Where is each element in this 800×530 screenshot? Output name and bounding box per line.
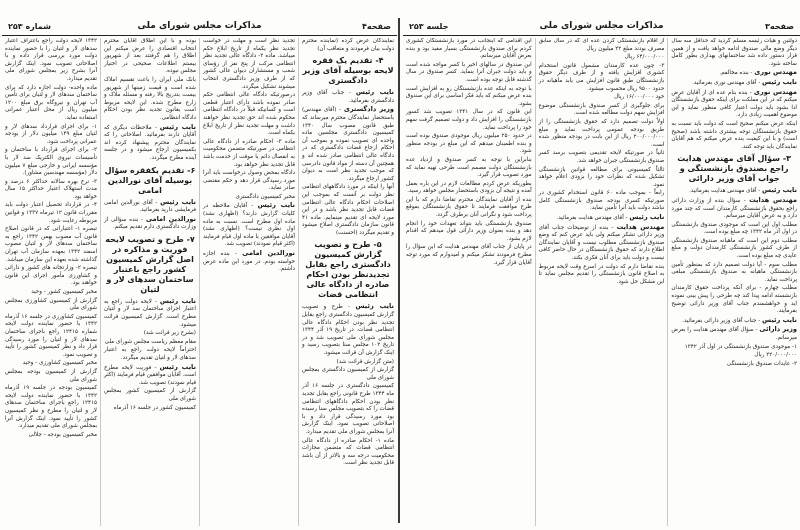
speaker-paragraph xyxy=(104,216,196,232)
speech-text: آقای مهندس هدایت بفرمائید. xyxy=(556,215,624,222)
speaker-name: مهندس نوری xyxy=(753,87,797,96)
left-page-header xyxy=(2,22,397,36)
speech-text: آقای مهندس هدایت بفرمائید. xyxy=(689,188,757,195)
body-paragraph: ۴- در قرارداد تحصیل اعتبار دولت باید مقررات قانون ۱۲ تیرماه ۱۳۳۷ و قوانین مربوطه رعایت شود. xyxy=(5,202,97,224)
body-paragraph: مقام معظم ریاست مجلس شورای ملی xyxy=(104,338,196,345)
speech-text: لایحه دولت راجع به اعتبار اجرای ساختمان سد لار و لتیان مطرح است. گزارش کمیسیون قرائت میشود. xyxy=(104,298,196,328)
body-paragraph: بنابراین با توجه به کسر صندوق و ازدیاد عده بازنشستگان دولت مصمم است طرحی تهیه نماید که مورد تصویب قرار گیرد. xyxy=(405,156,532,179)
separator: - xyxy=(740,197,750,204)
separator: - xyxy=(247,203,258,210)
speech-text: آقای مهندس نوری بفرمائید. xyxy=(692,79,757,86)
body-paragraph: از اقلام بازنشستگی کردن عده ای که در سال سابق مصرف بودند مبلغ ۲۲ میلیون ریال xyxy=(538,38,665,52)
body-paragraph: کمیسیون کشاورزی در جلسه ۱۶ آذرماه ۱۳۴۲ با حضور نماینده دولت لایحه شماره ۱۲۴۱۵ راجع باجرای ساختمان سدهای لار و لتیان را مورد رسیدگی قرار داد و نظر کمیسیون کشور را تأیید و تصویب نمود. xyxy=(5,313,97,358)
speaker-paragraph xyxy=(302,89,394,105)
speech-text: بنده سؤالی از وزارت دادگستری دارم تقدیم میکنم. xyxy=(104,216,196,231)
body-paragraph: ۱- برای اجرای قرارداد سدهای لار و لتیان مبلغ ۱۴۹ میلیون دلار از بودجه عمرانی پرداخت شود. xyxy=(5,123,97,145)
speaker-paragraph xyxy=(104,298,196,329)
separator: - xyxy=(336,107,344,114)
speaker-name: مهندس نوری xyxy=(754,68,797,77)
body-paragraph: این قانون که در سال ۱۳۴۱ تصویب شد کسور بازنشستگی را افزایش داد و دولت تصمیم گرفت سهم خود را پرداخت نماید. xyxy=(405,109,532,131)
body-paragraph: نمایندگان عرض کرده (نماینده محترم دولت بیان فرمودند و متعاقب آن) xyxy=(302,38,394,52)
separator: - xyxy=(748,70,755,77)
body-paragraph: بنده از آقایان نمایندگان محترم تقاضا دارم که با این طرح موافقت فرمایند تا حقوق بازنشستگان بموقع پرداخت شود و نگرانی آنان برطرف گردد. xyxy=(405,196,532,219)
separator: - xyxy=(151,364,160,371)
body-paragraph: کمیسیون کشور در جلسه ۱۶ آذرماه xyxy=(113,404,196,411)
publication-title: مذاکرات مجلس شورای ملی xyxy=(137,21,262,31)
body-paragraph: بانک ملی ایران را باعث تقسیم املاک شده است و قیمت زمینها از شهریور بیست بتدریج بالا رفته و مسئله ملاک و زارع مطرح شده. این لایحه مربوط است بقانون تجدید نظر بودن احکام دادگاه انتظامی. xyxy=(104,76,196,121)
body-paragraph: کمیسیون دادگستری در جلسه ۱۶ آذر ماه ۱۳۴۴ طرح قانونی راجع بقابل تجدید نظر بودن احکام دادگاههای انتظامی قضات را که بتصویب مجلس سنا رسیده بود مورد رسیدگی قرار داد و با اصلاحاتی تصویب نمود. اینک گزارش آنرا بمجلس شورای ملی تقدیم میدارد. xyxy=(302,383,394,435)
section-heading: ۷- طرح و تصویب لایحه فوریت و مذاکره در اصل گزارش کمیسیون کشور راجع باعتبار ساختمان سدهای لار و لتیان xyxy=(105,234,195,294)
body-paragraph: ۲- برای اجرای قرارداد با ساختمان و تأسیسات نیروی الکتریک سد لار با مؤسسه ایرانی و خارجی مبلغ ۷ میلیون دلار (مؤسسه مهندسین مشاور). xyxy=(5,147,98,177)
speech-text: ملاحظات دیگری که آقایان دارند بفرمائید. اصلاحاتی را که نمایندگان محترم پیشنهاد کرده اند بکمیسیون ارجاع میشود و در جلسه آینده مطرح میگردد. xyxy=(104,124,196,161)
speech-text: جناب آقای وزیر دادگستری بفرمائید. xyxy=(302,90,394,104)
text-column-1 xyxy=(667,38,800,526)
text-column-2 xyxy=(199,38,298,526)
separator: - xyxy=(152,199,161,206)
section-heading: ۵- طرح و تصویب گزارش کمیسیون دادگستری راجع بقابل تجدیدنظر بودن احکام صادره از دادگاه عالی انتظامی قضات xyxy=(305,240,391,300)
separator: - xyxy=(138,216,146,223)
body-paragraph: مخبر کمیسیون کشاورزی - وحید xyxy=(22,360,97,367)
separator: - xyxy=(608,224,617,231)
body-paragraph: برای جلوگیری از کسر صندوق بازنشستگی موضوع افزایش سهم دولت مطالعه شده است. xyxy=(538,102,665,117)
body-paragraph: بطوریکه عرض کردم مطالعات لازم در این باره بعمل آمده و نتیجه آن بزودی باستحضار مجلس خواهد رسید. xyxy=(405,180,532,195)
body-paragraph: گزارش از کمیسیون دادگستری بمجلس شورای ملی xyxy=(302,367,394,381)
body-paragraph: ۳- چون عده کارمندان مشمول قانون استخدام کشوری افزایش یافته و از طرف دیگر حقوق بازنشستگان طبق قانون افزایش می یابد ماهیانه در حدود ۹۵۰۰ ریال محسوب میشود. xyxy=(538,62,665,92)
left-page-columns xyxy=(2,38,397,526)
text-column-1 xyxy=(298,38,397,526)
separator: - xyxy=(756,79,762,86)
page-number: صفحه۳ xyxy=(765,22,794,31)
speech-text: فوریت لایحه مطرح است. آقایان موافقین قیام فرمایند (اکثر قیام نمودند) تصویب شد. xyxy=(104,364,196,386)
speaker-paragraph xyxy=(671,317,797,326)
speaker-paragraph xyxy=(539,214,665,223)
text-column-3 xyxy=(100,38,199,526)
speech-text: جناب آقای وزیر دارائی بفرمائید. xyxy=(682,317,757,324)
body-paragraph: تجدید نظر است و مهلت در خواست تجدید نظر یکماه از تاریخ ابلاغ حکم میباشد. ماده ۲- دادگاه عالی تجدید نظر انتظامی مرکب از پنج نفر از رؤسای شعب و مستشاران دیوان عالی کشور که از طرف وزیر دادگستری انتخاب میشوند تشکیل میگردد. xyxy=(203,38,296,90)
body-paragraph: مطلب دوم این است که ماهیانه صندوق بازنشستگی از طرف کشور بازنشستگی کارمندان دولت و مبلغ عایدی چه مبلغ بوده است. xyxy=(671,237,797,260)
body-paragraph: بوده و با این اطلاق آقایان محترم انتخاب اقتصادی را عرض میکنم این اطلاق را هم گرفتند بعد از شهریور بیستم اطلاعات صحیحی در اختیار مجلس نبوده. xyxy=(104,38,196,75)
speaker-name: نایب رئیس xyxy=(355,302,394,311)
speaker-paragraph xyxy=(302,303,394,357)
separator: - xyxy=(151,298,160,305)
body-paragraph: مخبر کمیسیون دادگستری xyxy=(235,193,295,200)
body-paragraph: آنها را اینکه در مورد دادگاههای انتظامی نظر دولت بر آنست که بموجب این اصلاحات احکام دادگاه عالی انتظامی قضات قابل تجدید نظر باشد و در این مورد لایحه ای تقدیم مینمایم. ماده ۴۱ قانون سازمان دادگستری اصلاح میشود و تقدیم میگردد (احسنت) xyxy=(302,184,394,236)
speech-text: سؤال بنده از وزارت دارائی راجع بحقوق بازنشستگی کارمندان است که چند مورد دارد و به عرض آقایان میرسانم. xyxy=(671,197,797,220)
body-paragraph: ۳- نرخ بهره سالانه حداکثر ۶ درصد و مدت استهلاک اعتبار حداکثر ۱۵ سال خواهد بود. xyxy=(5,178,97,200)
body-paragraph: ماده ۳- احکام صادره از دادگاه عالی انتظامی در صورتیکه متضمن محکومیت به انفصال دائم یا موقت از خدمت باشد قابل تجدید نظر خواهد بود. xyxy=(203,138,295,168)
speaker-name: مهندس هدایت xyxy=(616,222,665,231)
speaker-name: نایب رئیس xyxy=(159,122,196,131)
body-paragraph: صندوق بازنشستگی باید بتواند تعهدات خود را انجام دهد و بنده بعنوان وزیر دارائی قول میدهم که اقدام لازم بشود. xyxy=(405,220,532,242)
session-number: جلسه ۲۵۳ xyxy=(409,22,449,31)
speaker-paragraph xyxy=(104,364,196,388)
section-heading: ۳- سؤال آقای مهندس هدایت راجع بصندوق بازنشستگی و جواب آقای وزیر دارائی xyxy=(677,154,792,184)
body-paragraph: (متن گزارش قرائت شد) xyxy=(336,358,394,365)
body-paragraph: دولتین و هیأت رئیسه مسلم گردید که حداقل سه سال دیگر وضع مالی صندوق ادامه خواهد یافت و از همین قرار دستور داده شد ساختمانهای بهداری بطور کامل ساخته شود. xyxy=(671,38,797,67)
body-paragraph: ماده واحده- دولت اجازه دارد که برای ساختمان سدهای لار و لتیان برای تأمین آب تهران و نیروگاه برق مبلغ ۱۲۰۰ میلیون ریال از محل اعتبار عمرانی استفاده نماید. xyxy=(5,84,97,121)
body-paragraph: مخبر کمیسیون کشور - وحید xyxy=(31,289,97,295)
speaker-name: نایب رئیس xyxy=(159,362,196,371)
separator: - xyxy=(623,215,630,222)
separator: - xyxy=(342,304,356,311)
body-paragraph: ۱۳۴۲ لایحه دولت راجع باعتراف اعتبار سدهای لار و لتیان را با حضور نماینده دولت مورد بررسی قرار داده و با اصلاحاتی تصویب نمود. اینک گزارش آنرا بشرح زیر بمجلس شورای ملی تقدیم میدارد. xyxy=(5,38,97,82)
speaker-paragraph xyxy=(302,106,394,183)
speech-text: بنده بنام عده ای از آقایان عرض میکنم که در این مملکت برای اینکه حقوق بازنشستگان ادا بشود باید دولت اعتبار کافی منظور نماید و این موضوع اهمیت زیادی دارد. xyxy=(671,89,797,119)
speech-text: سؤال آقای مهندس هدایت را بعرض میرسانم. xyxy=(671,327,797,341)
speaker-paragraph xyxy=(539,224,665,263)
speaker-name: وزیر دارائی xyxy=(759,325,797,334)
speaker-name: نایب رئیس xyxy=(160,197,196,206)
speech-text: (آقای مهندس) باستحضار نمایندگان محترم میرساند که طبق قانون مصوب سال ۱۳۴۰ کمیسیون دادگستری مجلسین ماده واحده ای تصویب نموده و بموجب آن احکام ارجاع قضات دادگستری که در دادگاه عالی انتظامی صادر شده اند و همچنین آن دسته از مواد قانون دادرسی که موجب تجدید نظر است به دیوان کشور ارجاع میگردد. xyxy=(302,107,394,182)
body-paragraph: کمیسیون بودجه در جلسه ۱۹ آذرماه ۱۳۴۲ با حضور نماینده دولت لایحه ۱۲۴۱۵ راجع باجرای ساختمان سدهای لار و لتیان را مطرح و نظر کمیسیون کشور را تأیید نمود. اینک گزارش آنرا بمجلس شورای ملی تقدیم میدارد. xyxy=(5,385,98,430)
body-paragraph: ۲- عایدات صندوق بازنشستگی xyxy=(726,360,797,367)
body-paragraph: این اقدامی که اینجانب در مورد بازنشستگان کشوری کردم برای صندوق بازنشستگی بسیار مفید بود و بنده بعرض آقایان میرسانم. xyxy=(405,38,532,60)
body-paragraph: مطلب چهارم - برای آنکه پرداخت حقوق کارمندان بازنشسته ادامه پیدا کند چه طرحی را پیش بینی نموده اید و خواهشمندم جناب آقای وزیر دارائی توضیح بفرمایند. xyxy=(671,285,797,315)
body-paragraph: ثانیاً در صورتیکه لایحه تقدیمی بتصویب برسد کسر صندوق بازنشستگی جبران خواهد شد. xyxy=(538,150,665,164)
right-page-header xyxy=(403,22,800,36)
body-paragraph: گزارش از کمیسیون بودجه بمجلس شورای ملی xyxy=(5,368,97,383)
speaker-name: نورالدین امامی xyxy=(145,214,196,223)
body-paragraph: با توجه به اینکه عده بازنشستگان رو به افزایش است بنده عرض میکنم که باید فکر اساسی برای این صندوق بشود. xyxy=(405,85,532,107)
speaker-name: نایب رئیس xyxy=(159,296,196,305)
separator: - xyxy=(756,188,762,195)
body-paragraph: درصورتیکه دادگاه عالی انتظامی حکم صادر نموده باشد دارای اعتبار قطعی است و کسانیکه قبلاً در دادگاه انتظامی محکوم شده اند حق تجدید نظر خواهند داشت و مهلت تجدید نظر از تاریخ ابلاغ یکماه است. xyxy=(203,92,295,137)
speaker-name: نورالدین امامی xyxy=(242,249,295,258)
speaker-name: نایب رئیس xyxy=(762,186,797,195)
separator: - xyxy=(344,90,356,97)
separator: - xyxy=(747,89,754,96)
body-paragraph: ۲۲۰/۰۰۰/۰۰۰ ریال xyxy=(754,352,797,359)
speaker-name: مهندس هدایت xyxy=(749,195,797,204)
body-paragraph: رابعاً - بموجب ماده ۶۰ قانون استخدام کشوری در صورتیکه کسری بودجه صندوق بازنشستگی کامل نباشد دولت باید آنرا تأمین نماید. xyxy=(538,190,665,212)
speech-text: طرح و تصویب گزارش کمیسیون دادگستری راجع بقابل تجدید نظر بودن احکام دادگاه عالی انتظامی قضات. در تاریخ ۱۹ آذر ۱۳۴۴ مجلس شورای ملی تصویب شد و در تاریخ ۱۰۲ مجلس سنا بتصویب رسید و اینک گزارش آن قرائت میشود. xyxy=(302,304,394,357)
speaker-paragraph xyxy=(671,187,797,196)
speech-text: آقای نورالدین امامی فرمایشی دارید بفرمائید. xyxy=(104,199,196,214)
separator: - xyxy=(229,251,243,258)
separator: - xyxy=(756,317,762,324)
body-paragraph: تبصره ۲- وزارتخانه های کشور و دارائی و کشاورزی مأمور اجرای این قانون خواهند بود. xyxy=(5,265,97,287)
text-column-3 xyxy=(403,38,535,526)
speaker-name: نایب رئیس xyxy=(762,315,797,324)
body-paragraph: ۱- موجودی صندوق بازنشستگی در اول آذر ۱۳۴۲ xyxy=(684,343,797,350)
right-page xyxy=(403,22,800,527)
body-paragraph: مطلب سوم - آیا دولت تصمیم دارد که بمنظور تأمین بازنشستگی ماهیانه به صندوق بازنشستگی مبلغی پرداخت نماید. xyxy=(671,261,797,283)
body-paragraph: گزارش از کمیسیون کشور بمجلس شورای ملی xyxy=(104,388,196,402)
speech-text: بنده اجازه خواسته بودم. در مورد این ماده عرض داشتم. xyxy=(203,251,295,273)
body-paragraph: خود ۱۶/۰۰۰/۰۰۰ ریال xyxy=(614,94,665,101)
body-paragraph: ثالثاً کمیسیونی برای مطالعه قوانین بازنشستگی تشکیل شده که نظرات خود را بزودی اعلام خواهد نمود. xyxy=(538,166,665,188)
speaker-name: نایب رئیس xyxy=(257,201,295,210)
body-paragraph: در پایان از جناب آقای مهندس هدایت که این سؤال را مطرح فرمودند تشکر میکنم و امیدوارم که مورد توجه آقایان قرار گیرد. xyxy=(405,244,532,266)
speaker-paragraph xyxy=(104,124,196,163)
body-paragraph: مطلب اول این است که موجودی صندوق بازنشستگی در اول آذر ماه ۱۳۴۲ چه مبلغ بوده است. xyxy=(671,221,797,236)
speaker-name: نایب رئیس xyxy=(629,213,665,222)
body-paragraph: اینکه عرض میکنم صحیح است که دولت باید نسبت به حقوق بازنشستگان توجه بیشتری داشته باشد (صحیح است) و با این کیفیت بنده عرض میکنم که هم آقایان نمایندگان باید توجه کنند. xyxy=(671,120,797,150)
speaker-paragraph xyxy=(671,69,797,78)
body-paragraph: تبصره ۱- اعتباراتی که در قانون اصلاح قانون آب مصوب بهمن ۱۳۴۲ راجع به ساختمان سدهای لار و لتیان مصوب اسفند ۱۳۴۲ بعهده سازمان آب تهران گذاشته شده بعهده این سازمان میباشد. xyxy=(5,226,97,263)
speaker-paragraph xyxy=(671,197,797,221)
speaker-paragraph xyxy=(104,199,196,215)
body-paragraph: در حدود ۲۵۰ میلیون ریال موجودی صندوق بوده است و بنده اطمینان میدهم که این مبلغ در بودجه منظور شود. xyxy=(405,133,532,155)
body-paragraph: مخبر کمیسیون بودجه - جلالی xyxy=(28,431,97,438)
section-heading: ۴- تقدیم یک فقره لایحه بوسیله آقای وزیر دادگستری xyxy=(302,56,394,86)
speaker-paragraph xyxy=(671,89,797,120)
section-heading: ۶- تقدیم یکفقره سؤال بوسیله آقای نورالدین امامی xyxy=(104,165,196,195)
speaker-paragraph xyxy=(203,202,295,249)
text-column-2 xyxy=(535,38,668,526)
right-page-columns xyxy=(403,38,800,526)
body-paragraph: اولاً دولت تصمیم دارد که حقوق بازنشستگی را از طریق بودجه عمومی پرداخت نماید و مبلغ ۲۰۰/۰۰۰/۰۰۰ ریال از این بابت در بودجه منظور شده است. xyxy=(538,118,665,148)
issue-number: شماره ۲۵۳ xyxy=(8,22,52,31)
speech-text: آقایان ملاحظه در کلیات گزارش دارند؟ (اظهاری نشد) ماده اول مطرح است. نسبت به ماده اول نظری نیست؟ (اظهاری نشد) آقایان موافقین با ماده اول قیام فرمایند (اکثر قیام نمودند) تصویب شد. xyxy=(203,203,295,248)
body-paragraph: (بشرح زیر قرائت شد) xyxy=(143,330,196,337)
speech-text: بنده مخالفم. xyxy=(719,70,749,77)
speaker-name: وزیر دادگستری xyxy=(343,105,394,114)
body-paragraph: احتراماً لایحه دولت راجع به اعتبار سدهای لار و لتیان تقدیم میگردد. xyxy=(104,347,196,362)
body-paragraph: گزارش از کمیسیون کشاورزی بمجلس شورای ملی xyxy=(5,297,97,312)
speech-text: بنده از توضیحات جناب آقای وزیر دارائی تشکر میکنم ولی باید عرض کنم که وضع صندوق بازنشستگی مطلوب نیست و آقایان نمایندگان اطلاع دارند که حقوق بازنشستگان در حال حاضر کافی نیست و دولت باید برای آنان فکری بکند. xyxy=(538,224,665,262)
speaker-name: نایب رئیس xyxy=(355,88,394,97)
page-gutter xyxy=(398,18,400,523)
publication-title: مذاکرات مجلس شورای ملی xyxy=(539,21,664,31)
separator: - xyxy=(151,124,160,131)
page-number: صفحه۴ xyxy=(362,22,391,31)
text-column-4 xyxy=(2,38,100,526)
body-paragraph: دادگاه بمحض وصول درخواست باید آنرا مورد رسیدگی قرار دهد و حکم مقتضی صادر نماید. xyxy=(203,170,295,192)
speaker-paragraph xyxy=(671,326,797,342)
speaker-name: نایب رئیس xyxy=(762,77,797,86)
speaker-paragraph xyxy=(671,79,797,88)
body-paragraph: بنده تقاضا دارم که دولت در اسرع وقت لایحه مربوط به اصلاح قانون بازنشستگی را تقدیم مجلس نماید تا این مشکل حل شود. xyxy=(538,263,665,285)
body-paragraph: این صندوق در سالهای اخیر با کسر مواجه شده است و باید دولت جبران آنرا بنماید. کسر صندوق در سال گذشته قابل توجه بوده است. xyxy=(405,61,532,83)
speaker-paragraph xyxy=(203,250,295,274)
separator: - xyxy=(753,327,760,334)
body-paragraph: ماده ۱- احکام صادره از دادگاه عالی انتظامی قضات که متضمن مجازات محکومیت درجه سه و بالاتر از آن باشد قابل تجدید نظر است. xyxy=(302,437,394,467)
left-page xyxy=(2,22,397,527)
body-paragraph: ۶۴/۰۰۰/۰۰۰ ریال xyxy=(624,54,665,61)
